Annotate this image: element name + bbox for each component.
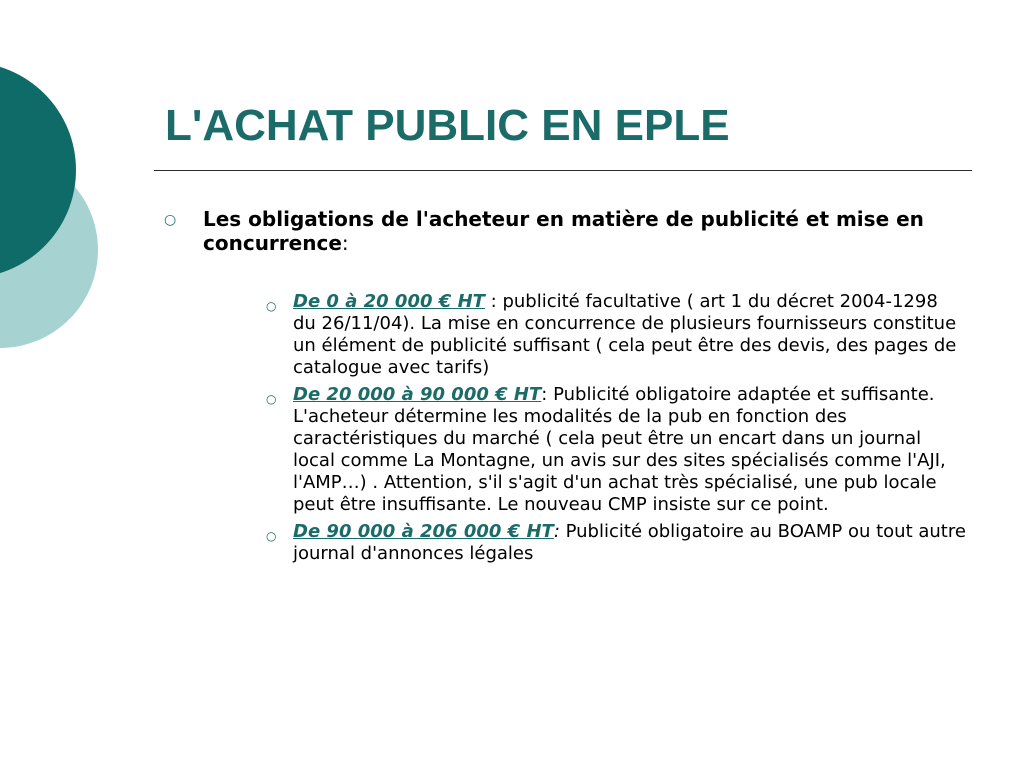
slide-title: L'ACHAT PUBLIC EN EPLE [165, 101, 730, 150]
sub-bullet-item [266, 291, 966, 379]
threshold-link[interactable]: De 90 000 à 206 000 € HT [293, 521, 554, 542]
decorative-circles [0, 0, 120, 420]
threshold-separator: : [484, 291, 503, 312]
main-bullet-text [203, 207, 964, 255]
sub-bullet-text: Publicité obligatoire au BOAMP ou tout autre journal d'annonces légales [293, 521, 966, 564]
hollow-circle-bullet-icon: ○ [164, 212, 177, 228]
sub-bullet-list [266, 291, 966, 570]
main-bullet [164, 207, 964, 255]
sub-bullet-item [266, 521, 966, 565]
hollow-circle-bullet-icon: ○ [266, 299, 277, 313]
threshold-link[interactable]: De 0 à 20 000 € HT [293, 291, 485, 312]
main-bullet-heading: Les obligations de l'acheteur en matière de publicité et mise en concurrence [203, 207, 924, 255]
title-divider [154, 170, 972, 171]
threshold-separator: : [541, 384, 554, 405]
sub-bullet-text: publicité facultative ( art 1 du décret 2004-1298 du 26/11/04). La mise en concurrence de plusieurs fournisseurs constitue un élément de publicité suffisant ( cela peut être des devis, des pages de catalogue avec tarifs) [293, 291, 957, 378]
threshold-separator: : [553, 521, 566, 542]
hollow-circle-bullet-icon: ○ [266, 392, 277, 406]
sub-bullet-item [266, 384, 966, 516]
main-bullet-suffix: : [341, 231, 349, 255]
sub-bullet-text: Publicité obligatoire adaptée et suffisante. L'acheteur détermine les modalités de la pub en fonction des caractéristiques du marché ( cela peut être un encart dans un journal local comme La Montagne, un avis sur des sites spécialisés comme l'AJI, l'AMP…) . Attention, s'il s'agit d'un achat très spécialisé, une pub locale peut être insuffisante. Le nouveau CMP insiste sur ce point. [293, 384, 946, 515]
hollow-circle-bullet-icon: ○ [266, 529, 277, 543]
threshold-link[interactable]: De 20 000 à 90 000 € HT [293, 384, 542, 405]
